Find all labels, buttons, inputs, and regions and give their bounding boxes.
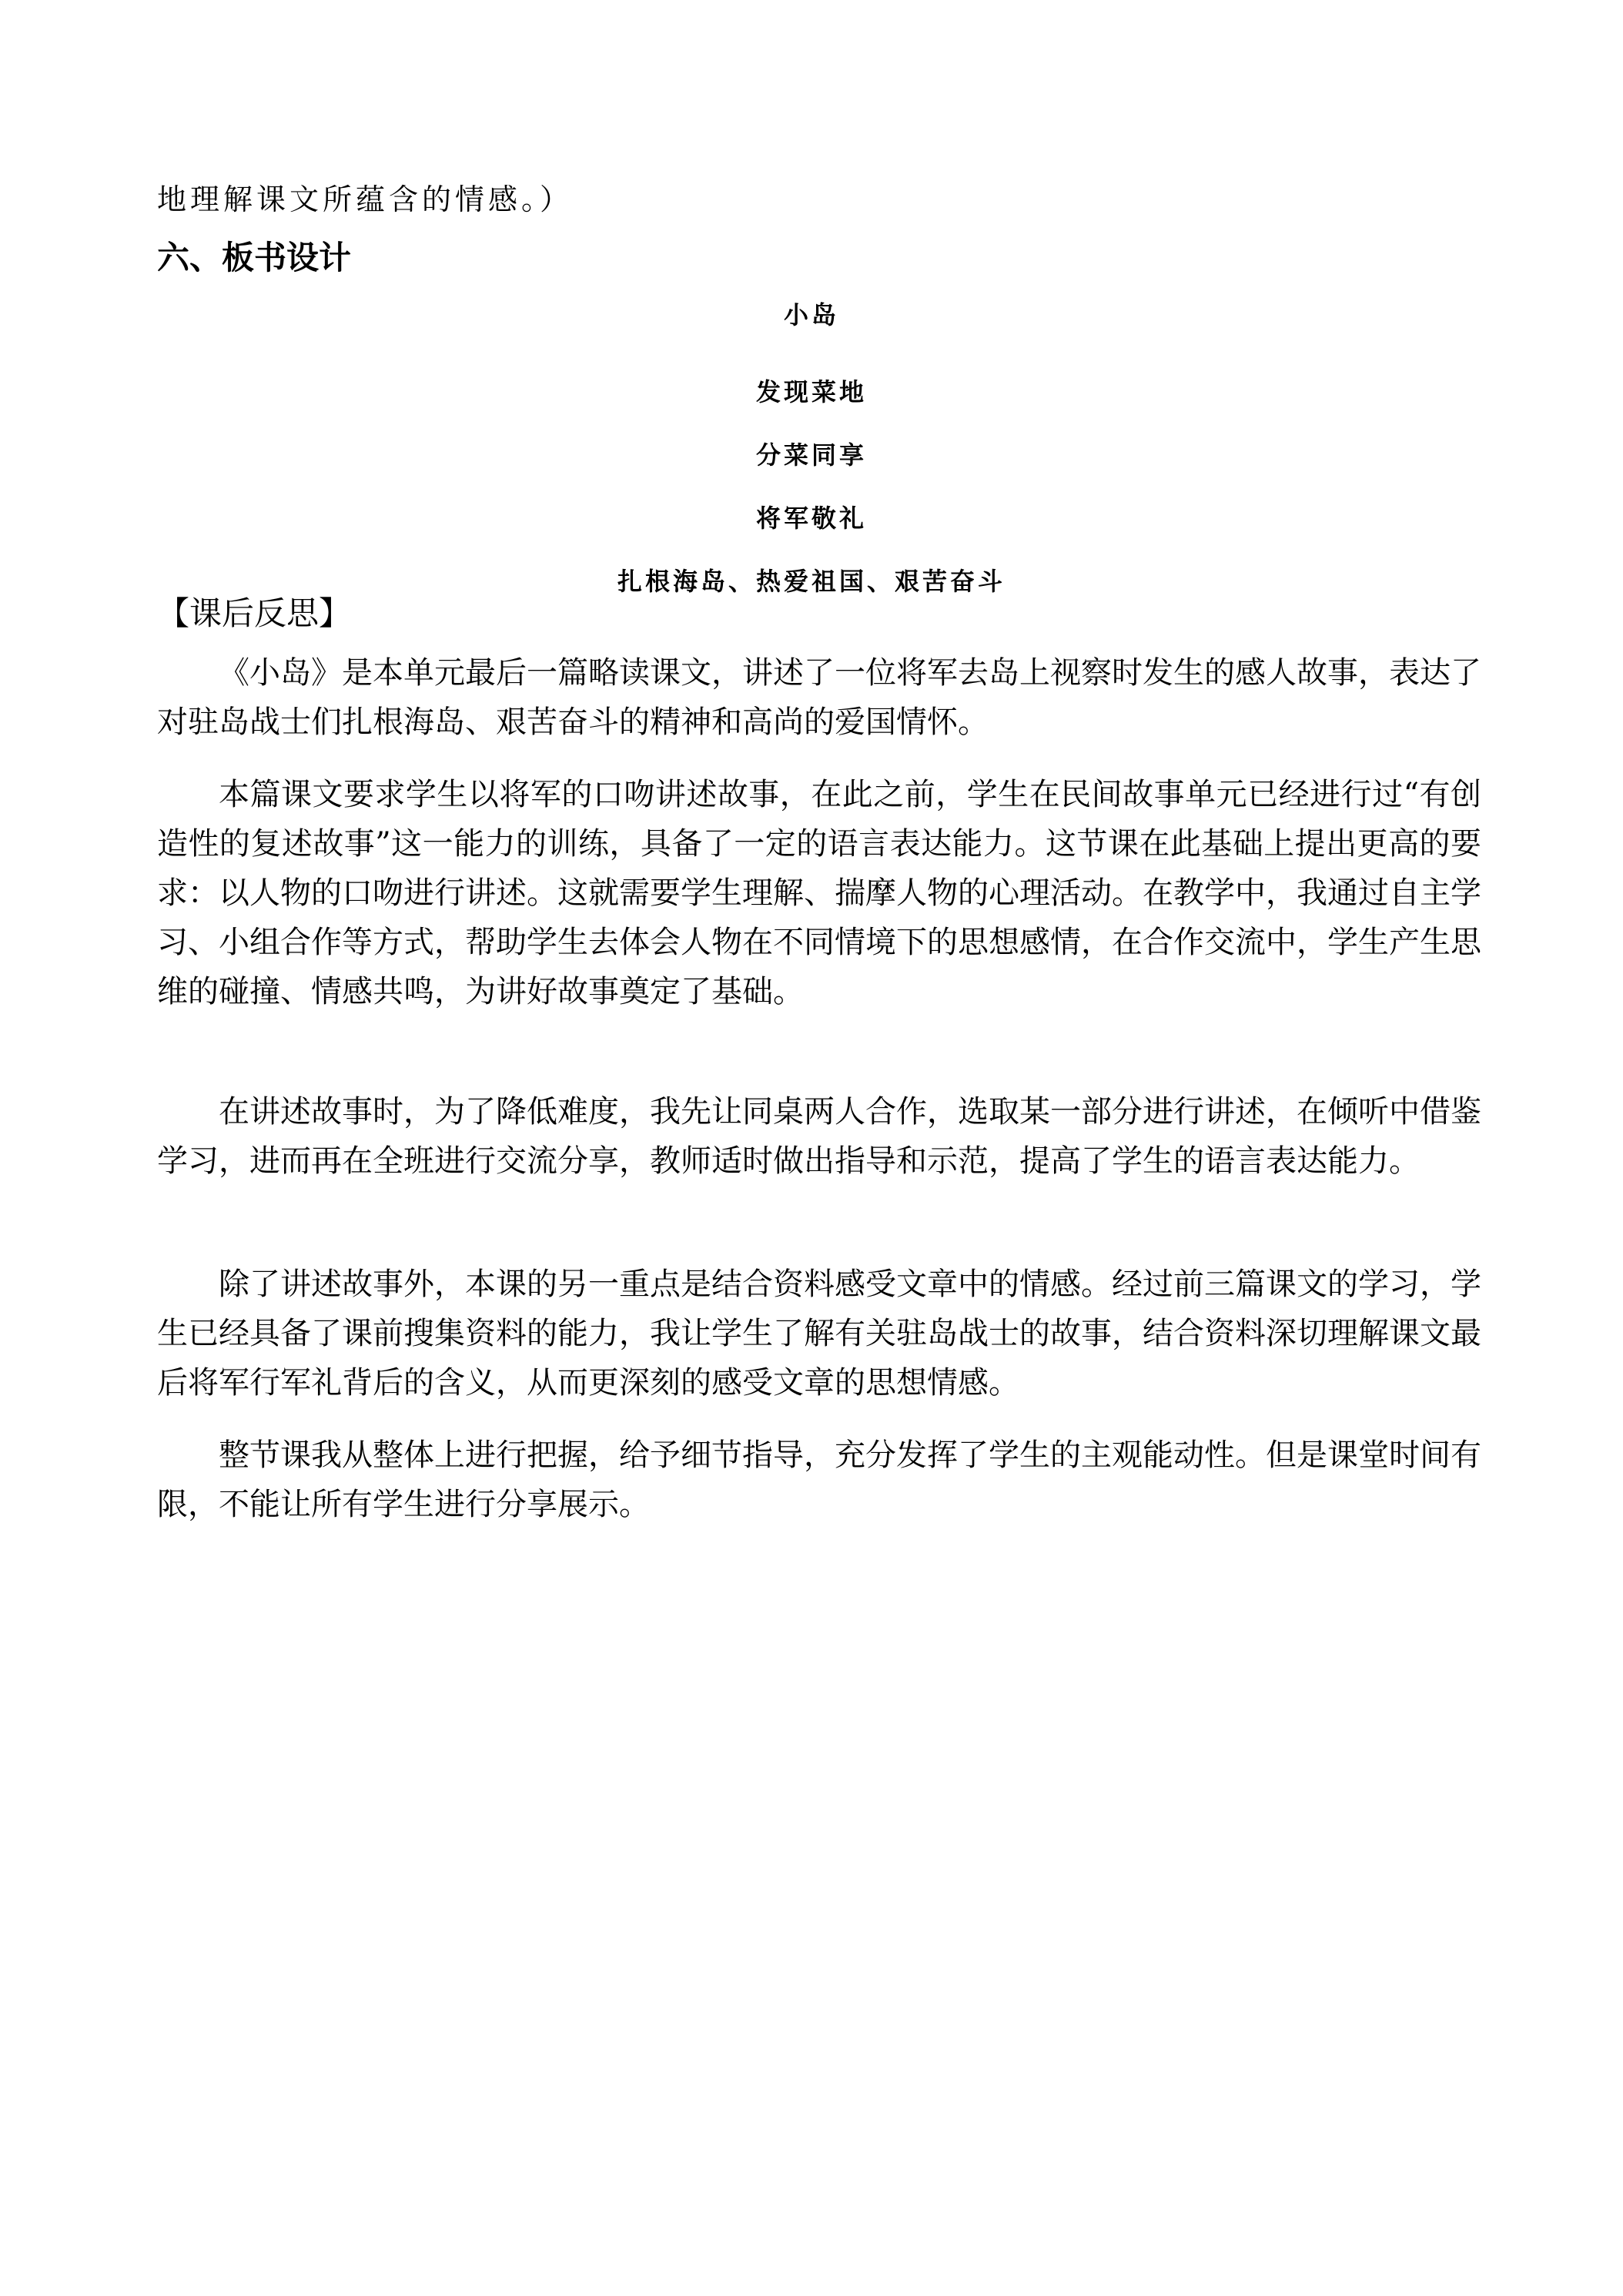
paragraph-5: 整节课我从整体上进行把握，给予细节指导，充分发挥了学生的主观能动性。但是课堂时间有限，不能让所有学生进行分享展示。: [157, 1438, 1481, 1522]
paragraph-4: 除了讲述故事外，本课的另一重点是结合资料感受文章中的情感。经过前三篇课文的学习，学生已经具备了课前搜集资料的能力，我让学生了解有关驻岛战士的故事，结合资料深切理解课文最后将军行军礼背后的含义，从而更深刻的感受文章的思想情感。: [157, 1267, 1481, 1401]
paragraph-2: 本篇课文要求学生以将军的口吻讲述故事，在此之前，学生在民间故事单元已经进行过“有创造性的复述故事”这一能力的训练，具备了一定的语言表达能力。这节课在此基础上提出更高的要求：以人物的口吻进行讲述。这就需要学生理解、揣摩人物的心理活动。在教学中，我通过自主学习、小组合作等方式，帮助学生去体会人物在不同情境下的思想感情，在合作交流中，学生产生思维的碰撞、情感共鸣，为讲好故事奠定了基础。: [157, 777, 1481, 1009]
section-heading: 六、板书设计: [157, 239, 352, 276]
board-item-1: 发现菜地: [755, 377, 867, 407]
board-item-3: 将军敬礼: [755, 504, 867, 533]
board-title: 小岛: [783, 300, 839, 330]
paragraph-3: 在讲述故事时，为了降低难度，我先让同桌两人合作，选取某一部分进行讲述，在倾听中借鉴学习，进而再在全班进行交流分享，教师适时做出指导和示范，提高了学生的语言表达能力。: [157, 1094, 1481, 1179]
paragraph-1: 《小岛》是本单元最后一篇略读课文，讲述了一位将军去岛上视察时发生的感人故事，表达了对驻岛战士们扎根海岛、艰苦奋斗的精神和高尚的爱国情怀。: [157, 655, 1481, 740]
intro-line: 地理解课文所蕴含的情感。）: [157, 182, 574, 216]
reflection-heading: 【课后反思】: [157, 594, 352, 632]
board-item-2: 分菜同享: [755, 440, 867, 470]
board-summary: 扎根海岛、热爱祖国、艰苦奋斗: [617, 567, 1006, 596]
